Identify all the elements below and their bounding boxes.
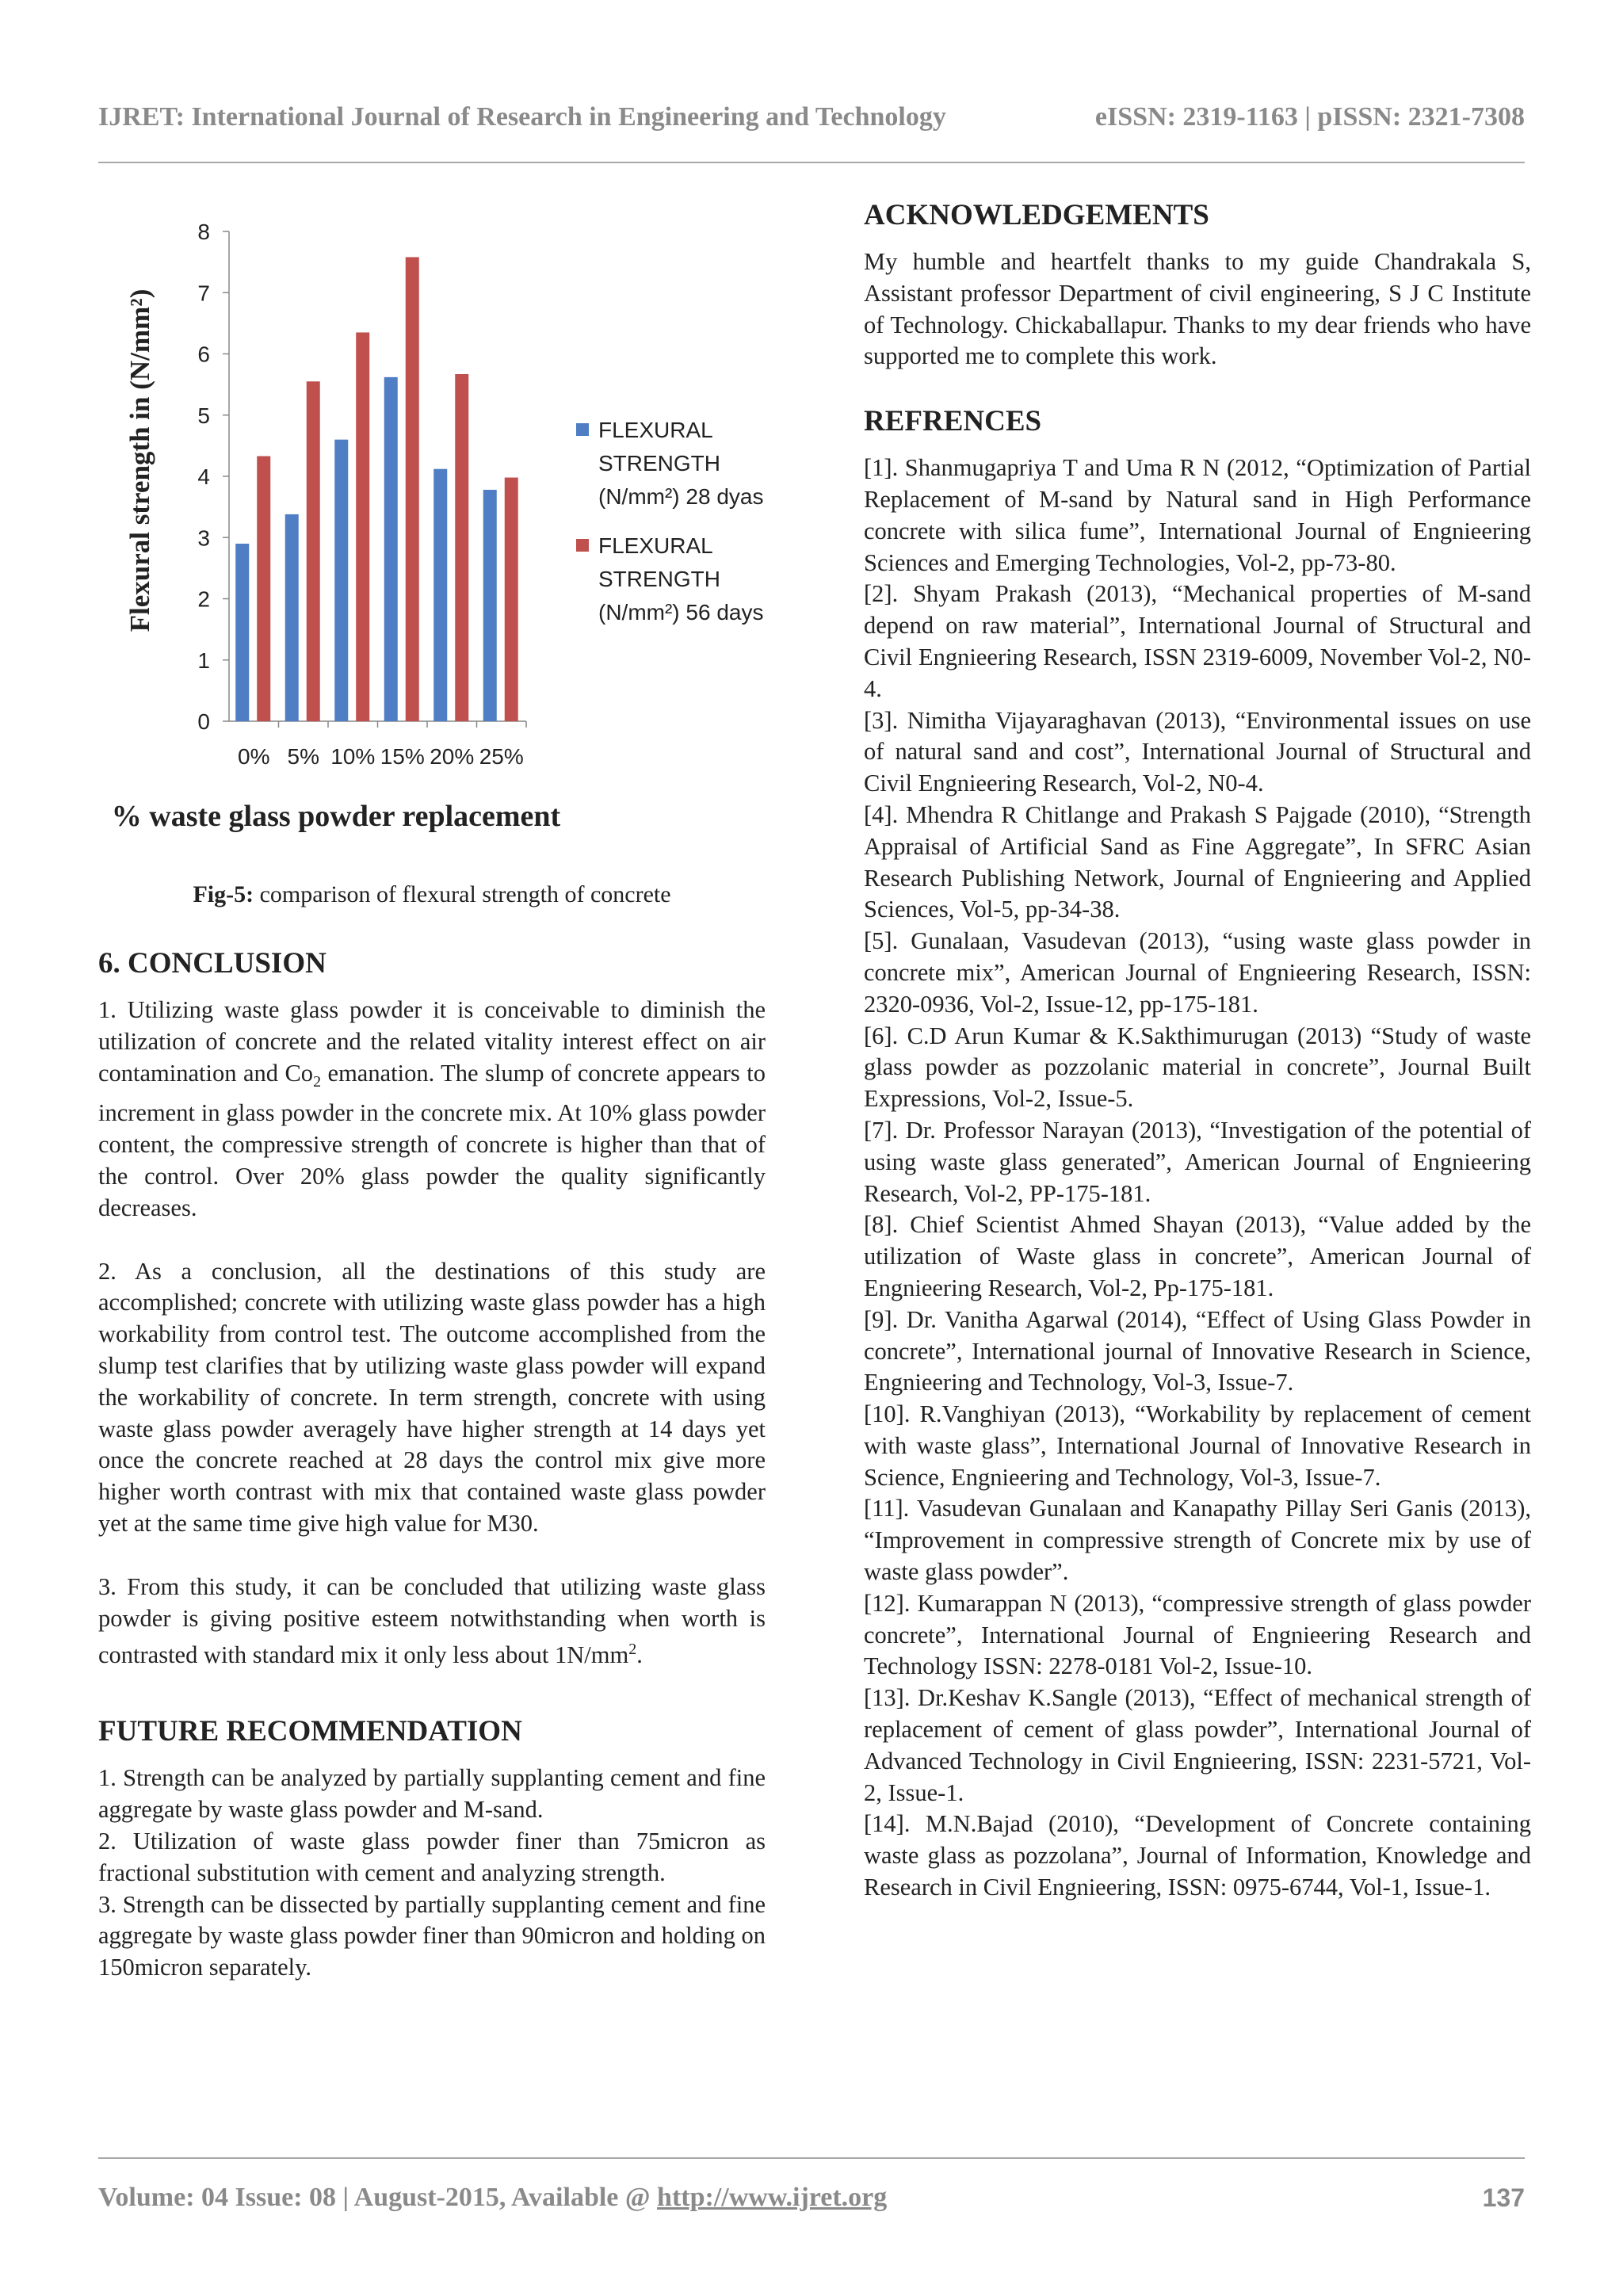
future-recommendation-heading: FUTURE RECOMMENDATION — [98, 1715, 522, 1748]
legend-label: STRENGTH — [598, 567, 720, 591]
y-tick-label: 5 — [197, 403, 210, 428]
bar-28-days — [433, 469, 447, 721]
reference-item: [1]. Shanmugapriya T and Uma R N (2012, “Optimization of Partial Replacement of M-sand by Natural sand in High Performance concrete with silica fume”, International Journal of Engnieering Sciences and Emerging Technologies, Vol-2, pp-73-80. — [864, 454, 1531, 576]
bar-28-days — [334, 440, 348, 721]
y-axis-title: Flexural strength in (N/mm²) — [124, 288, 155, 632]
legend-swatch — [576, 423, 589, 436]
reference-item: [11]. Vasudevan Gunalaan and Kanapathy Pillay Seri Ganis (2013), “Improvement in compressive strength of Concrete mix by use of waste glass powder”. — [864, 1495, 1531, 1586]
reference-item: [13]. Dr.Keshav K.Sangle (2013), “Effect of mechanical strength of replacement of cement of glass powder”, International Journal of Advanced Technology in Civil Engnieering, ISSN: 2231-5721, Vol-2, Issue-1. — [864, 1684, 1531, 1806]
flexural-strength-chart — [98, 176, 766, 873]
conclusion-paragraph-3: 3. From this study, it can be concluded that utilizing waste glass powder is giving positive esteem notwithstanding when worth is contrasted with standard mix it only less about $1N/mm^2$. — [98, 1572, 766, 1669]
future-item-3: 3. Strength can be dissected by partially supplanting cement and fine aggregate by waste glass powder finer than 90micron and holding on 150micron separately. — [98, 1890, 766, 1981]
reference-item: [9]. Dr. Vanitha Agarwal (2014), “Effect of Using Glass Powder in concrete”, International journal of Innovative Research in Science, Engnieering and Technology, Vol-3, Issue-7. — [864, 1305, 1531, 1396]
figure-caption — [98, 881, 766, 908]
reference-item: [2]. Shyam Prakash (2013), “Mechanical properties of M-sand depend on raw material”, International Journal of Structural and Civil Engnieering Research, ISSN 2319-6009, November Vol-2, N0-4. — [864, 580, 1531, 702]
conclusion-paragraph-2: 2. As a conclusion, all the destinations of this study are accomplished; concrete with utilizing waste glass powder has a high workability from control test. The outcome accomplished from the slump test clarifies that by utilizing waste glass powder will expand the workability of concrete. In term strength, concrete with using waste glass powder averagely have higher strength at 14 days yet once the concrete reached at 28 days the control mix give more higher worth contrast with mix that contained waste glass powder yet at the same time give high value for M30. — [98, 1257, 766, 1538]
bar-28-days — [235, 544, 249, 721]
issn-text: eISSN: 2319-1163 | pISSN: 2321-7308 — [1094, 102, 1525, 132]
conclusion-paragraph-1: 1. Utilizing waste glass powder it is conceivable to diminish the utilization of concrete and the related vitality interest effect on air contamination and $Co_2$ emanation. The slump of concrete appears to increment in glass powder in the concrete mix. At 10% glass powder content, the compressive strength of concrete is higher than that of the control. Over 20% glass powder the quality significantly decreases. — [98, 996, 766, 1221]
footer-divider — [98, 2157, 1525, 2159]
reference-item: [14]. M.N.Bajad (2010), “Development of Concrete containing waste glass as pozzolana”, Journal of Information, Knowledge and Research in Civil Engnieering, ISSN: 0975-6744, Vol-1, Issue-1. — [864, 1810, 1531, 1901]
journal-title: IJRET: International Journal of Research in Engineering and Technology — [98, 102, 946, 132]
y-tick-label: 8 — [197, 220, 210, 244]
chart-svg — [98, 176, 766, 873]
references-heading: REFRENCES — [864, 405, 1042, 438]
x-tick-label: 10% — [330, 744, 376, 769]
caption-text: comparison of flexural strength of concrete — [254, 881, 671, 907]
x-axis-title: % waste glass powder replacement — [111, 800, 561, 833]
bar-56-days — [455, 374, 468, 721]
page-header — [98, 97, 1525, 138]
right-column — [864, 198, 1531, 1904]
left-column — [98, 176, 766, 1984]
bar-56-days — [356, 332, 369, 721]
x-tick-label: 15% — [380, 744, 425, 769]
future-item-1: 1. Strength can be analyzed by partially supplanting cement and fine aggregate by waste glass powder and M-sand. — [98, 1764, 766, 1824]
bar-56-days — [406, 257, 419, 721]
header-divider — [98, 162, 1525, 163]
y-tick-label: 1 — [197, 648, 210, 673]
reference-item: [12]. Kumarappan N (2013), “compressive strength of glass powder concrete”, International Journal of Engnieering Research and Technology ISSN: 2278-0181 Vol-2, Issue-10. — [864, 1589, 1531, 1680]
acknowledgements-text: My humble and heartfelt thanks to my guide Chandrakala S, Assistant professor Department of civil engineering, S J C Institute of Technology. Chickaballapur. Thanks to my dear friends who have supported me to complete this work. — [864, 248, 1531, 370]
x-tick-label: 5% — [287, 744, 319, 769]
y-tick-label: 7 — [197, 281, 210, 306]
x-tick-label: 25% — [479, 744, 524, 769]
y-tick-label: 6 — [197, 342, 210, 367]
acknowledgements-heading: ACKNOWLEDGEMENTS — [864, 199, 1209, 231]
bar-56-days — [257, 457, 270, 721]
x-tick-label: 20% — [430, 744, 475, 769]
bar-56-days — [307, 381, 320, 721]
conclusion-heading: 6. CONCLUSION — [98, 947, 327, 980]
y-tick-label: 2 — [197, 586, 210, 612]
reference-item: [8]. Chief Scientist Ahmed Shayan (2013), “Value added by the utilization of Waste glass in concrete”, American Journal of Engnieering Research, Vol-2, Pp-175-181. — [864, 1211, 1531, 1301]
y-tick-label: 3 — [197, 525, 210, 551]
reference-list — [864, 453, 1531, 1904]
legend-label: FLEXURAL — [598, 533, 713, 558]
caption-label: Fig-5: — [193, 881, 254, 907]
legend-label: (N/mm²) 28 dyas — [598, 484, 764, 509]
legend-label: (N/mm²) 56 days — [598, 600, 764, 625]
reference-item: [6]. C.D Arun Kumar & K.Sakthimurugan (2013) “Study of waste glass powder as pozzolanic material in concrete”, Journal Built Expressions, Vol-2, Issue-5. — [864, 1022, 1531, 1113]
x-tick-label: 0% — [238, 744, 270, 769]
reference-item: [5]. Gunalaan, Vasudevan (2013), “using waste glass powder in concrete mix”, American Journal of Engnieering Research, ISSN: 2320-0936, Vol-2, Issue-12, pp-175-181. — [864, 927, 1531, 1018]
reference-item: [3]. Nimitha Vijayaraghavan (2013), “Environmental issues on use of natural sand and cost”, International Journal of Structural and Civil Engnieering Research, Vol-2, N0-4. — [864, 706, 1531, 797]
legend-label: FLEXURAL — [598, 418, 713, 442]
footer-volume: Volume: 04 Issue: 08 | August-2015, Available @ http://www.ijret.org — [98, 2183, 888, 2212]
reference-item: [4]. Mhendra R Chitlange and Prakash S Pajgade (2010), “Strength Appraisal of Artificial Sand as Fine Aggregate”, In SFRC Asian Research Publishing Network, Journal of Engnieering and Applied Sciences, Vol-5, pp-34-38. — [864, 800, 1531, 923]
future-item-2: 2. Utilization of waste glass powder finer than 75micron as fractional substitution with cement and analyzing strength. — [98, 1827, 766, 1886]
bar-28-days — [285, 514, 299, 721]
page-number: 137 — [1482, 2183, 1525, 2212]
reference-item: [10]. R.Vanghiyan (2013), “Workability by replacement of cement with waste glass”, International Journal of Innovative Research in Science, Engnieering and Technology, Vol-3, Issue-7. — [864, 1400, 1531, 1491]
bar-28-days — [483, 490, 497, 721]
y-tick-label: 0 — [197, 709, 210, 734]
y-tick-label: 4 — [197, 464, 210, 489]
bar-56-days — [505, 478, 518, 721]
legend-swatch — [576, 539, 589, 552]
bar-28-days — [384, 377, 398, 721]
legend-label: STRENGTH — [598, 451, 720, 476]
journal-url-link[interactable]: http://www.ijret.org — [657, 2183, 888, 2212]
reference-item: [7]. Dr. Professor Narayan (2013), “Investigation of the potential of using waste glass generated”, American Journal of Engnieering Research, Vol-2, PP-175-181. — [864, 1116, 1531, 1207]
page-footer — [98, 2178, 1525, 2218]
